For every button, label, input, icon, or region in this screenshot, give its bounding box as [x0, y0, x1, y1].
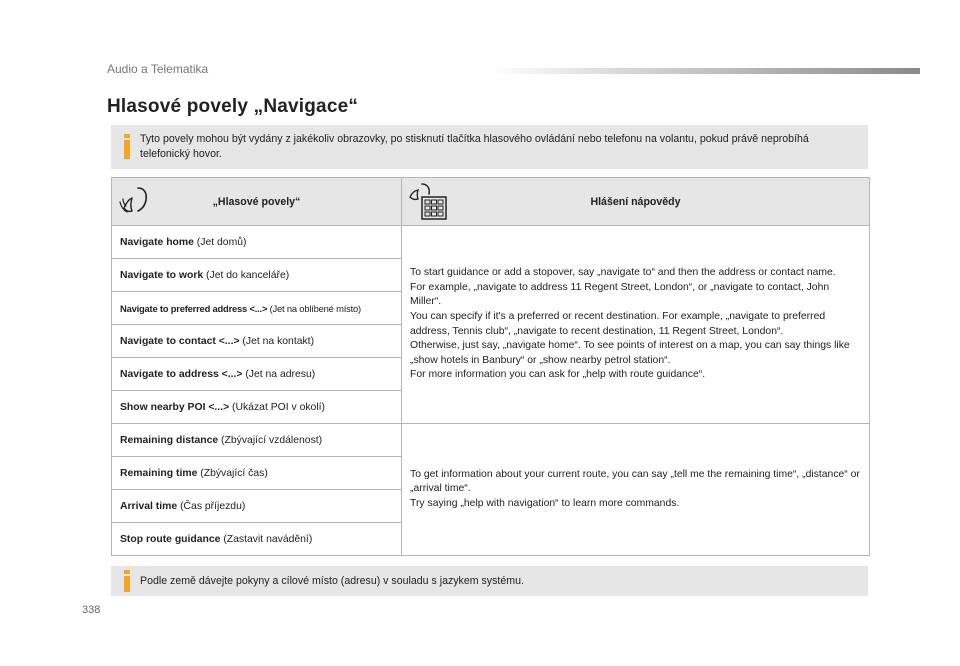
- page-number: 338: [82, 604, 101, 616]
- help-line: To get information about your current route, you can say „tell me the remaining time“, „distance“ or „arrival time“.: [410, 468, 860, 495]
- help-cell-navigation: [402, 226, 870, 424]
- help-line: You can specify if it's a preferred or recent destination. For example, „navigate to preferred address, Tennis club“, „navigate to recent destination, 11 Regent Street, London“.: [410, 310, 826, 337]
- command-keyword: Remaining distance: [120, 434, 219, 446]
- col2-header: [402, 178, 870, 226]
- help-cell-route-info: [402, 424, 870, 556]
- command-cell: [112, 490, 402, 523]
- command-cell: [112, 358, 402, 391]
- command-translation: (Zbývající vzdálenost): [218, 434, 323, 446]
- help-line: Otherwise, just say, „navigate home“. To see points of interest on a map, you can say things like „show hotels in Banbury“ or „show nearby petrol station“.: [410, 340, 850, 366]
- command-cell: [112, 259, 402, 292]
- help-line: For more information you can ask for „help with route guidance“.: [410, 369, 706, 381]
- command-translation: (Čas příjezdu): [177, 500, 246, 512]
- note-bottom-text: Podle země dávejte pokyny a cílové místo (adresu) v souladu s jazykem systému.: [140, 575, 524, 587]
- voice-command-icon: [118, 184, 152, 216]
- command-translation: (Jet domů): [193, 236, 247, 248]
- command-translation: (Jet do kanceláře): [203, 269, 290, 281]
- page-title: Hlasové povely „Navigace“: [107, 96, 359, 117]
- info-icon: [123, 570, 132, 592]
- col1-header-label: „Hlasové povely“: [212, 195, 301, 208]
- command-cell: [112, 457, 402, 490]
- command-cell: [112, 391, 402, 424]
- command-keyword: Navigate to preferred address <...>: [120, 302, 268, 314]
- command-translation: (Jet na oblíbené místo): [267, 302, 361, 314]
- command-keyword: Show nearby POI <...>: [120, 401, 230, 413]
- table-row: [112, 226, 870, 259]
- table-header-row: [112, 178, 870, 226]
- help-line: Try saying „help with navigation“ to learn more commands.: [410, 497, 680, 509]
- help-line: For example, „navigate to address 11 Regent Street, London“, or „navigate to contact, John Miller“.: [410, 281, 830, 308]
- command-keyword: Navigate to contact <...>: [120, 335, 240, 347]
- info-icon: [123, 134, 132, 159]
- note-bottom: [111, 566, 868, 596]
- col2-header-label: Hlášení nápovědy: [590, 195, 681, 208]
- command-cell: [112, 523, 402, 556]
- note-top: [111, 125, 868, 169]
- table-row: [112, 424, 870, 457]
- voice-commands-table: [111, 177, 870, 556]
- command-cell: [112, 292, 402, 325]
- command-keyword: Navigate home: [120, 236, 194, 248]
- command-cell: [112, 226, 402, 259]
- command-keyword: Arrival time: [120, 500, 178, 512]
- command-translation: (Zbývající čas): [197, 467, 268, 479]
- note-top-text: Tyto povely mohou být vydány z jakékoliv obrazovky, po stisknutí tlačítka hlasového ovládání nebo telefonu na volantu, pokud právě neprobíhá telefonický hovor.: [140, 133, 809, 160]
- command-translation: (Zastavit navádění): [220, 533, 313, 545]
- col1-header: [112, 178, 402, 226]
- command-keyword: Navigate to work: [120, 269, 204, 281]
- command-keyword: Stop route guidance: [120, 533, 221, 545]
- command-translation: (Ukázat POI v okolí): [229, 401, 325, 413]
- command-translation: (Jet na kontakt): [239, 335, 315, 347]
- header-bar: [490, 68, 920, 74]
- section-label: Audio a Telematika: [107, 62, 209, 76]
- help-line: To start guidance or add a stopover, say „navigate to“ and then the address or contact name.: [410, 267, 836, 279]
- command-translation: (Jet na adresu): [242, 368, 316, 380]
- command-cell: [112, 325, 402, 358]
- command-keyword: Navigate to address <...>: [120, 368, 243, 380]
- voice-help-icon: [408, 181, 448, 221]
- command-cell: [112, 424, 402, 457]
- command-keyword: Remaining time: [120, 467, 198, 479]
